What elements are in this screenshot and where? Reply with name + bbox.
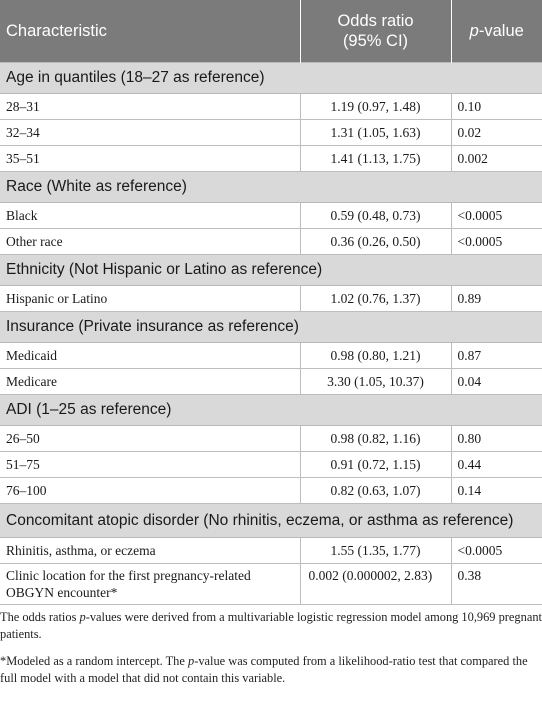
row-odds-ratio: 0.002 (0.000002, 2.83) — [300, 564, 451, 605]
footnote-2-pre: *Modeled as a random intercept. The — [0, 654, 188, 668]
table-row — [0, 452, 542, 478]
row-label: 76–100 — [0, 478, 300, 504]
table-row — [0, 146, 542, 172]
row-label: Clinic location for the first pregnancy-related OBGYN encounter* — [0, 564, 300, 605]
row-label: Other race — [0, 229, 300, 255]
section-age — [0, 63, 542, 94]
row-p-value: 0.87 — [451, 343, 542, 369]
section-race — [0, 172, 542, 203]
row-odds-ratio: 0.82 (0.63, 1.07) — [300, 478, 451, 504]
table-row — [0, 94, 542, 120]
footnote-1 — [0, 609, 542, 643]
row-p-value: 0.44 — [451, 452, 542, 478]
table-row — [0, 229, 542, 255]
row-label: Hispanic or Latino — [0, 286, 300, 312]
table-row — [0, 369, 542, 395]
section-title: ADI (1–25 as reference) — [0, 395, 542, 426]
row-p-value: 0.38 — [451, 564, 542, 605]
table-row — [0, 343, 542, 369]
table-row — [0, 478, 542, 504]
footnote-1-italic: p — [79, 610, 86, 624]
footnote-1-pre: The odds ratios — [0, 610, 80, 624]
row-p-value: <0.0005 — [451, 229, 542, 255]
row-p-value: 0.89 — [451, 286, 542, 312]
footnote-2 — [0, 653, 542, 687]
table-row — [0, 286, 542, 312]
row-label: 51–75 — [0, 452, 300, 478]
table-row — [0, 203, 542, 229]
row-odds-ratio: 0.36 (0.26, 0.50) — [300, 229, 451, 255]
row-label: 35–51 — [0, 146, 300, 172]
header-odds-ratio — [300, 0, 451, 63]
row-p-value: 0.02 — [451, 120, 542, 146]
row-label: Black — [0, 203, 300, 229]
section-insurance — [0, 312, 542, 343]
section-title: Concomitant atopic disorder (No rhinitis, eczema, or asthma as reference) — [0, 504, 542, 538]
header-characteristic: Characteristic — [0, 0, 300, 63]
row-p-value: <0.0005 — [451, 203, 542, 229]
footnote-2-italic: p — [187, 654, 195, 668]
row-p-value: 0.80 — [451, 426, 542, 452]
row-p-value: 0.14 — [451, 478, 542, 504]
row-odds-ratio: 0.98 (0.82, 1.16) — [300, 426, 451, 452]
header-p-value — [451, 0, 542, 63]
row-label: 26–50 — [0, 426, 300, 452]
table-header-row — [0, 0, 542, 63]
row-p-value: 0.04 — [451, 369, 542, 395]
section-ethnicity — [0, 255, 542, 286]
table-footnotes — [0, 605, 542, 687]
row-label: Rhinitis, asthma, or eczema — [0, 538, 300, 564]
header-p-rest: -value — [478, 22, 524, 40]
row-odds-ratio: 1.55 (1.35, 1.77) — [300, 538, 451, 564]
row-odds-ratio: 3.30 (1.05, 10.37) — [300, 369, 451, 395]
table-row — [0, 120, 542, 146]
section-title: Insurance (Private insurance as reference) — [0, 312, 542, 343]
table-row — [0, 538, 542, 564]
row-odds-ratio: 0.59 (0.48, 0.73) — [300, 203, 451, 229]
section-adi — [0, 395, 542, 426]
row-label: 32–34 — [0, 120, 300, 146]
section-title: Race (White as reference) — [0, 172, 542, 203]
row-odds-ratio: 0.91 (0.72, 1.15) — [300, 452, 451, 478]
row-odds-ratio: 1.19 (0.97, 1.48) — [300, 94, 451, 120]
footnote-1-post: -values were derived from a multivariable logistic regression model among 10,969 pregnant patients. — [0, 610, 542, 641]
row-odds-ratio: 0.98 (0.80, 1.21) — [300, 343, 451, 369]
header-odds-line1: Odds ratio — [337, 12, 414, 30]
table-row — [0, 426, 542, 452]
section-atopic — [0, 504, 542, 538]
row-odds-ratio: 1.31 (1.05, 1.63) — [300, 120, 451, 146]
section-title: Ethnicity (Not Hispanic or Latino as reference) — [0, 255, 542, 286]
row-label: Medicare — [0, 369, 300, 395]
footnote-2-post: -value was computed from a likelihood-ratio test that compared the full model with a model that did not contain this variable. — [0, 654, 528, 685]
row-p-value: 0.10 — [451, 94, 542, 120]
table-row — [0, 564, 542, 605]
row-odds-ratio: 1.02 (0.76, 1.37) — [300, 286, 451, 312]
row-p-value: <0.0005 — [451, 538, 542, 564]
section-title: Age in quantiles (18–27 as reference) — [0, 63, 542, 94]
header-p-italic: p — [469, 22, 479, 40]
row-odds-ratio: 1.41 (1.13, 1.75) — [300, 146, 451, 172]
row-p-value: 0.002 — [451, 146, 542, 172]
row-label: Medicaid — [0, 343, 300, 369]
header-odds-line2: (95% CI) — [342, 32, 409, 50]
row-label: 28–31 — [0, 94, 300, 120]
